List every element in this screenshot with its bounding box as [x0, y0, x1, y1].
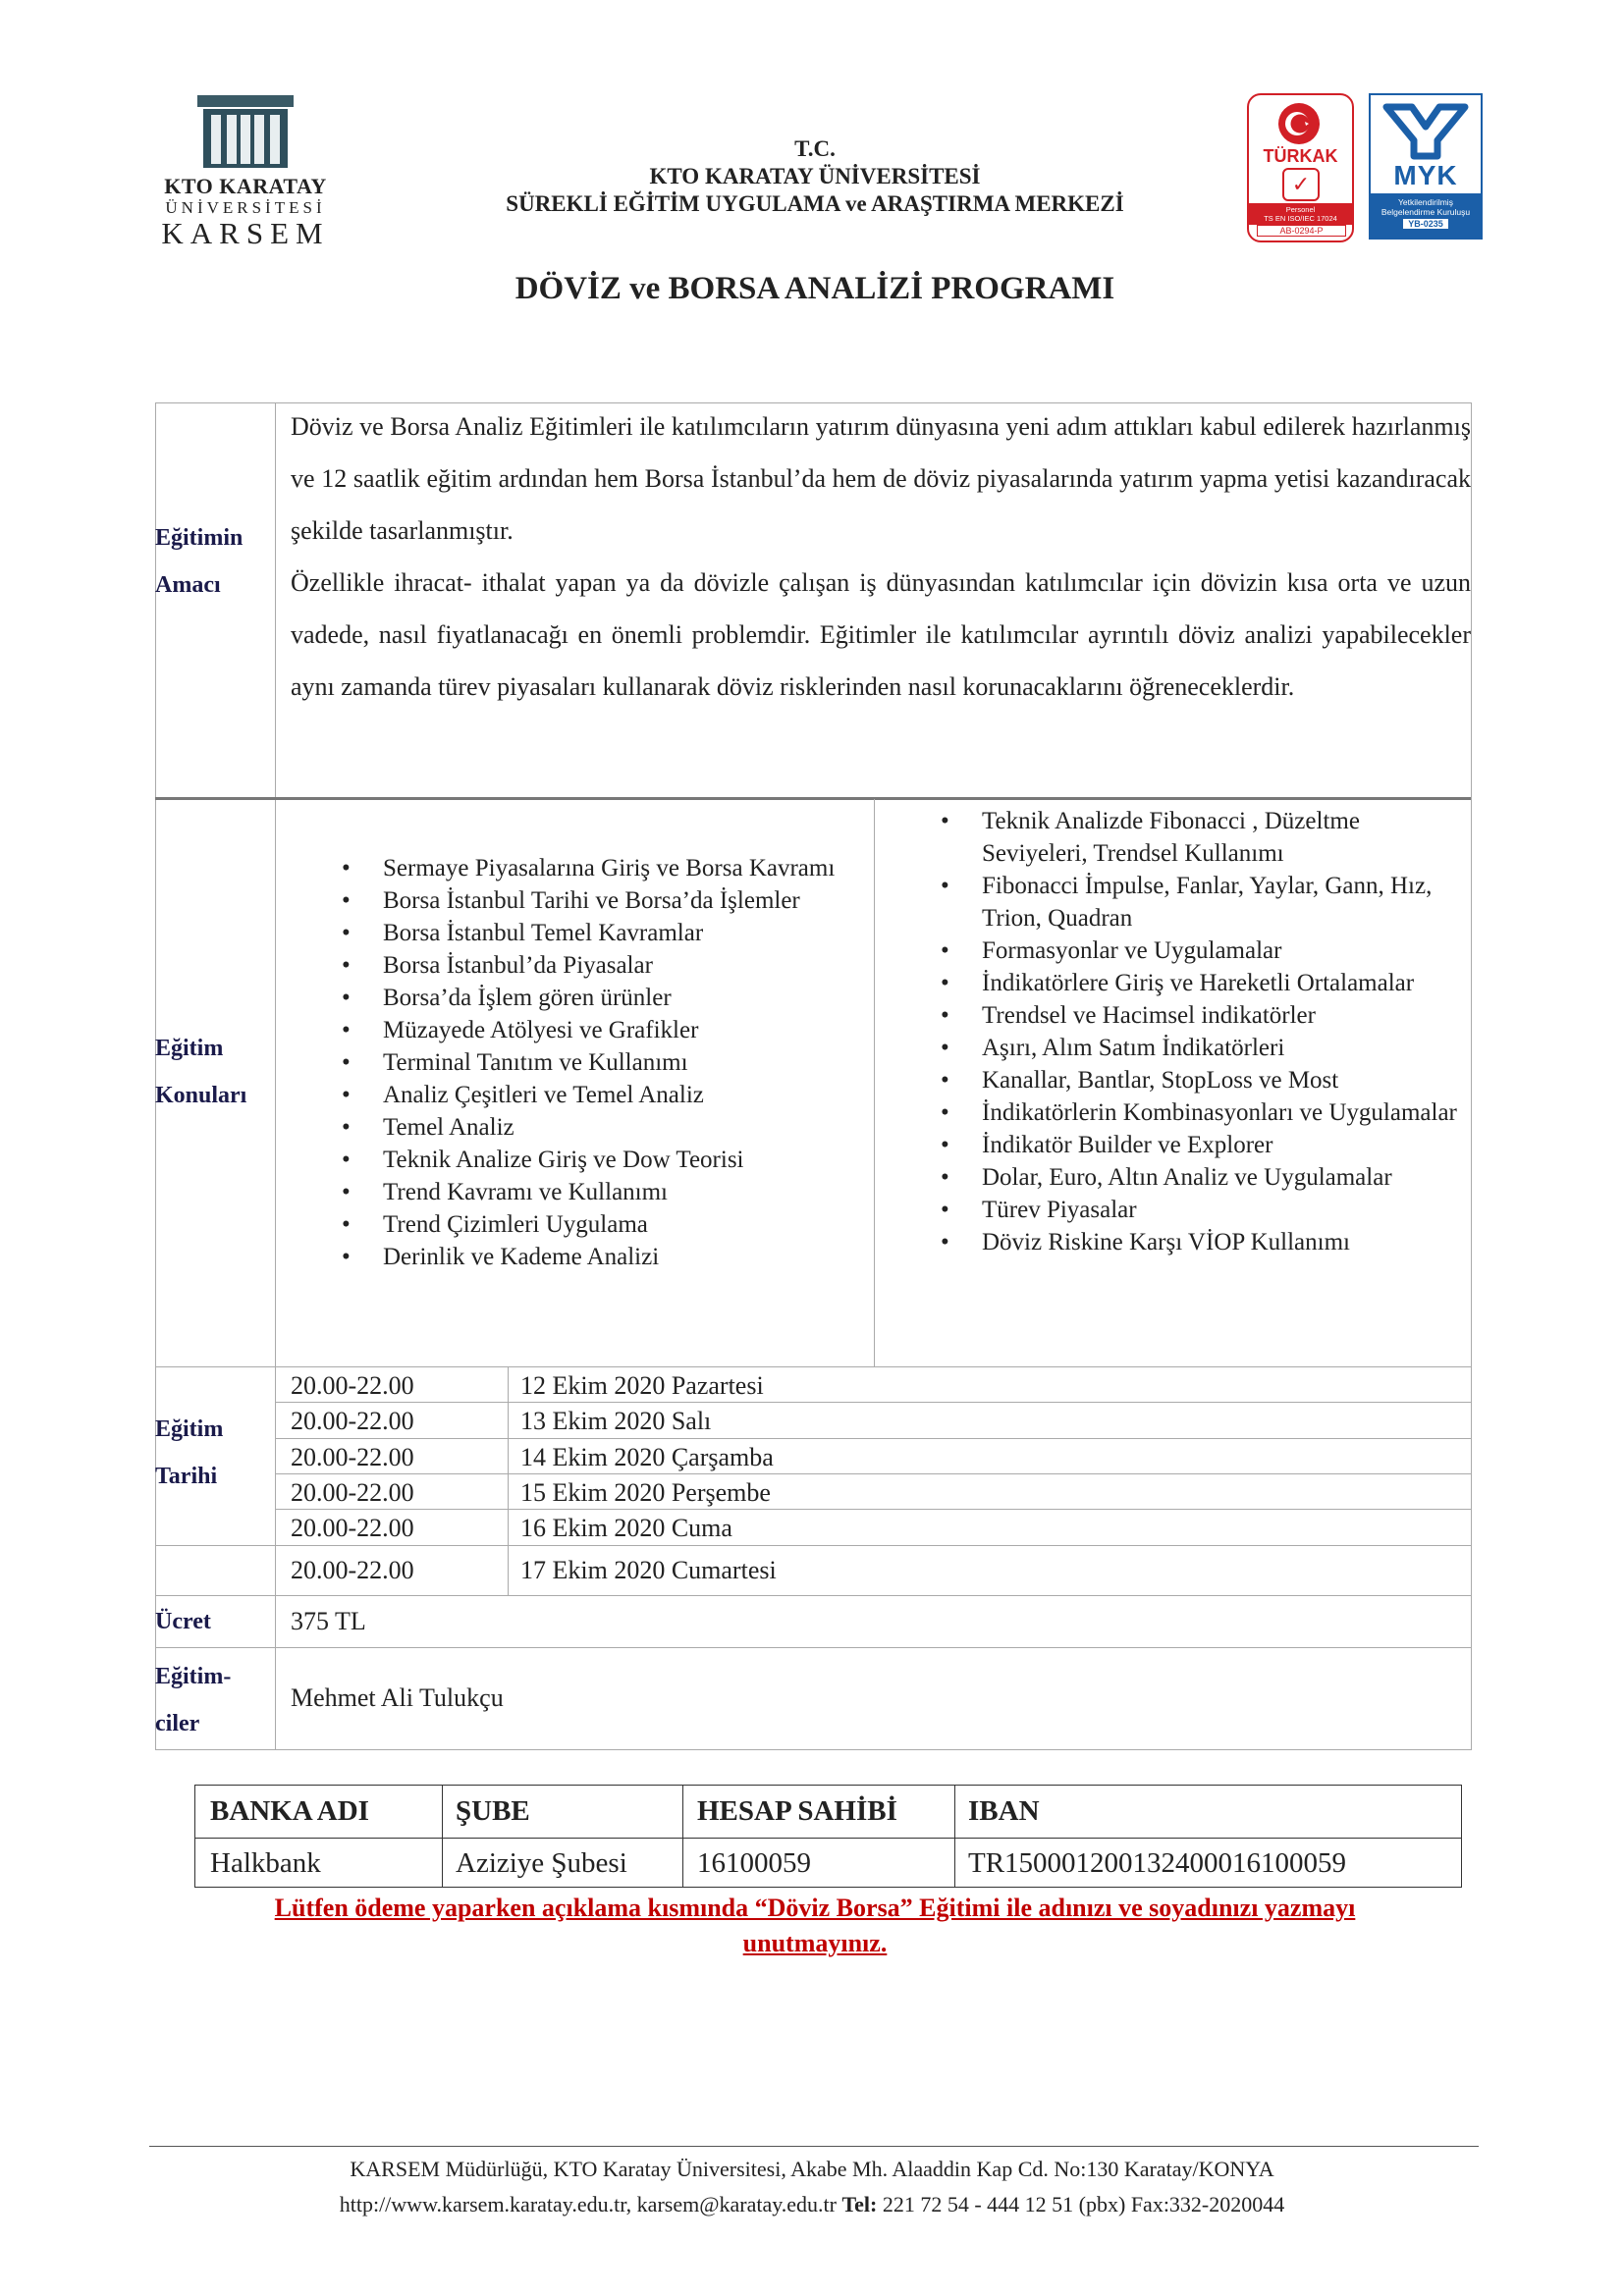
list-item: • Trendsel ve Hacimsel indikatörler [933, 999, 1463, 1032]
schedule-row-line [275, 1473, 1471, 1474]
list-item: • İndikatörlerin Kombinasyonları ve Uygulamalar [933, 1096, 1463, 1129]
list-item: • Borsa İstanbul Temel Kavramlar [334, 917, 864, 949]
list-item: • Müzayede Atölyesi ve Grafikler [334, 1014, 864, 1046]
bank-cell-account-holder: 16100059 [697, 1847, 811, 1879]
footer-contact [147, 2187, 1477, 2222]
bank-header-cell: IBAN [968, 1795, 1040, 1827]
payment-notice [167, 1891, 1463, 1961]
konular-label [155, 1025, 246, 1119]
bank-column-divider [954, 1785, 955, 1888]
schedule-date: 14 Ekim 2020 Çarşamba [520, 1443, 774, 1471]
bank-cell-iban: TR150001200132400016100059 [968, 1847, 1347, 1879]
myk-accreditation-logo [1369, 93, 1483, 240]
bank-cell-name: Halkbank [210, 1847, 321, 1879]
list-item: • İndikatör Builder ve Explorer [933, 1129, 1463, 1161]
bank-header-cell: HESAP SAHİBİ [697, 1795, 897, 1827]
turkak-brand-text: TÜRKAK [1263, 146, 1338, 166]
egitimci-label-line1: Eğitim- [155, 1664, 232, 1689]
schedule-row-line [275, 1438, 1471, 1439]
schedule-row-line [275, 1402, 1471, 1403]
list-item: • Borsa İstanbul’da Piyasalar [334, 949, 864, 982]
schedule-time: 20.00-22.00 [291, 1514, 414, 1542]
myk-band [1371, 193, 1481, 238]
schedule-time: 20.00-22.00 [291, 1371, 414, 1400]
turkak-band [1249, 203, 1352, 225]
list-item: • Aşırı, Alım Satım İndikatörleri [933, 1032, 1463, 1064]
bank-header-cell: ŞUBE [456, 1795, 530, 1827]
turkak-registration-number: AB-0294-P [1257, 225, 1346, 237]
row-divider-konular [155, 1366, 1471, 1367]
schedule-time: 20.00-22.00 [291, 1556, 414, 1584]
myk-registration-number: YB-0235 [1403, 219, 1448, 229]
row-divider-tarih [155, 1595, 1471, 1596]
amac-label-line1: Eğitimin [155, 525, 244, 551]
crescent-star-icon [1278, 103, 1320, 144]
list-item: • Sermaye Piyasalarına Giriş ve Borsa Kavramı [334, 852, 864, 884]
turkak-band-line1: Personel [1285, 205, 1316, 214]
checkmark-icon: ✓ [1282, 168, 1320, 201]
schedule-time: 20.00-22.00 [291, 1443, 414, 1471]
payment-notice-line1: Lütfen ödeme yaparken açıklama kısmında “Döviz Borsa” Eğitimi ile adınızı ve soyadınızı yazmayı [274, 1894, 1356, 1922]
table-border-right [1471, 402, 1472, 1750]
list-item: • Teknik Analizde Fibonacci , Düzeltme Seviyeleri, Trendsel Kullanımı [933, 805, 1463, 870]
logo-text-kto-karatay: KTO KARATAY [164, 174, 327, 198]
schedule-time: 20.00-22.00 [291, 1478, 414, 1507]
amac-paragraph-2: Özellikle ihracat- ithalat yapan ya da dövizle çalışan iş dünyasından katılımcılar için dövizin kısa orta ve uzun vadede, nasıl fiyatlanacağı en önemli problemdir. Eğitimler ile katılımcılar ayrıntılı döviz analizi yapabilecekler aynı zamanda türev piyasaları kullanarak döviz risklerinden nasıl korunacaklarını öğreneceklerdir. [291, 568, 1471, 701]
konular-label-line1: Eğitim [155, 1036, 224, 1061]
footer-web-email: http://www.karsem.karatay.edu.tr, karsem@karatay.edu.tr [339, 2192, 842, 2216]
amac-description [291, 400, 1471, 713]
footer-phone-fax: 221 72 54 - 444 12 51 (pbx) Fax:332-2020044 [877, 2192, 1285, 2216]
bank-header-cell: BANKA ADI [210, 1795, 369, 1827]
bank-border-left [194, 1785, 195, 1888]
ucret-label: Ücret [155, 1609, 211, 1634]
table-border-bottom [155, 1749, 1471, 1750]
topics-column-divider [874, 799, 875, 1366]
header-line-center: SÜREKLİ EĞİTİM UYGULAMA ve ARAŞTIRMA MERKEZİ [506, 191, 1124, 216]
table-label-divider [275, 402, 276, 1750]
list-item: • Trend Çizimleri Uygulama [334, 1208, 864, 1241]
karsem-logo [147, 93, 344, 250]
list-item: • Terminal Tanıtım ve Kullanımı [334, 1046, 864, 1079]
bank-column-divider [682, 1785, 683, 1888]
schedule-date: 16 Ekim 2020 Cuma [520, 1514, 732, 1542]
list-item: • Borsa’da İşlem gören ürünler [334, 982, 864, 1014]
amac-label-line2: Amacı [155, 572, 221, 598]
bank-row-divider [194, 1838, 1461, 1839]
list-item: • Türev Piyasalar [933, 1194, 1463, 1226]
topics-list-right [933, 805, 1463, 1258]
schedule-time: 20.00-22.00 [291, 1407, 414, 1435]
list-item: • Formasyonlar ve Uygulamalar [933, 934, 1463, 967]
konular-label-line2: Konuları [155, 1083, 247, 1108]
tarih-label-line2: Tarihi [155, 1464, 218, 1489]
list-item: • Fibonacci İmpulse, Fanlar, Yaylar, Gann, Hız, Trion, Quadran [933, 870, 1463, 934]
bank-cell-branch: Aziziye Şubesi [456, 1847, 627, 1879]
row-divider-amac [155, 797, 1471, 800]
egitimci-label-line2: ciler [155, 1711, 200, 1736]
list-item: • Derinlik ve Kademe Analizi [334, 1241, 864, 1273]
schedule-column-divider [508, 1366, 509, 1595]
amac-label [155, 514, 243, 609]
turkak-band-line2: TS EN ISO/IEC 17024 [1264, 214, 1337, 223]
schedule-date: 15 Ekim 2020 Perşembe [520, 1478, 771, 1507]
header-line-university: KTO KARATAY ÜNİVERSİTESİ [649, 164, 981, 188]
schedule-date: 13 Ekim 2020 Salı [520, 1407, 712, 1435]
bank-border-top [194, 1785, 1461, 1786]
footer-address: KARSEM Müdürlüğü, KTO Karatay Üniversitesi, Akabe Mh. Alaaddin Kap Cd. No:130 Karatay/KONYA [350, 2157, 1274, 2181]
list-item: • Dolar, Euro, Altın Analiz ve Uygulamalar [933, 1161, 1463, 1194]
payment-notice-line2: unutmayınız. [742, 1929, 888, 1957]
institution-header [373, 135, 1257, 218]
list-item: • Borsa İstanbul Tarihi ve Borsa’da İşlemler [334, 884, 864, 917]
list-item: • Trend Kavramı ve Kullanımı [334, 1176, 864, 1208]
egitimci-value: Mehmet Ali Tulukçu [291, 1683, 504, 1712]
ucret-value: 375 TL [291, 1607, 366, 1635]
logo-text-karsem: KARSEM [161, 216, 330, 250]
footer-tel-label: Tel: [841, 2192, 878, 2216]
schedule-row-line [275, 1509, 1471, 1510]
turkak-accreditation-logo [1247, 93, 1354, 242]
tarih-label [155, 1406, 223, 1500]
myk-band-line1: Yetkilendirilmiş [1398, 197, 1453, 207]
egitimci-label [155, 1653, 231, 1747]
bank-column-divider [442, 1785, 443, 1888]
tarih-label-line1: Eğitim [155, 1416, 224, 1442]
myk-symbol-icon [1382, 101, 1469, 160]
building-icon [193, 93, 298, 170]
footer-divider [149, 2146, 1479, 2147]
topics-list-left [334, 852, 864, 1273]
myk-brand-text: MYK [1393, 160, 1458, 190]
logo-text-universitesi: ÜNİVERSİTESİ [165, 198, 326, 217]
myk-band-line2: Belgelendirme Kuruluşu [1380, 207, 1471, 217]
list-item: • İndikatörlere Giriş ve Hareketli Ortalamalar [933, 967, 1463, 999]
list-item: • Temel Analiz [334, 1111, 864, 1144]
footer [147, 2152, 1477, 2222]
bank-border-right [1461, 1785, 1462, 1888]
list-item: • Kanallar, Bantlar, StopLoss ve Most [933, 1064, 1463, 1096]
row-divider-ucret [155, 1647, 1471, 1648]
list-item: • Döviz Riskine Karşı VİOP Kullanımı [933, 1226, 1463, 1258]
bank-border-bottom [194, 1887, 1461, 1888]
header-line-tc: T.C. [794, 136, 836, 161]
list-item: • Analiz Çeşitleri ve Temel Analiz [334, 1079, 864, 1111]
amac-paragraph-1: Döviz ve Borsa Analiz Eğitimleri ile katılımcıların yatırım dünyasına yeni adım attıkları kabul edilerek hazırlanmış ve 12 saatlik eğitim ardından hem Borsa İstanbul’da hem de döviz piyasalarında yatırım yapma yetisi kazandıracak şekilde tasarlanmıştır. [291, 412, 1471, 545]
list-item: • Teknik Analize Giriş ve Dow Teorisi [334, 1144, 864, 1176]
schedule-date: 12 Ekim 2020 Pazartesi [520, 1371, 764, 1400]
page-title: DÖVİZ ve BORSA ANALİZİ PROGRAMI [514, 271, 1115, 306]
schedule-date: 17 Ekim 2020 Cumartesi [520, 1556, 777, 1584]
